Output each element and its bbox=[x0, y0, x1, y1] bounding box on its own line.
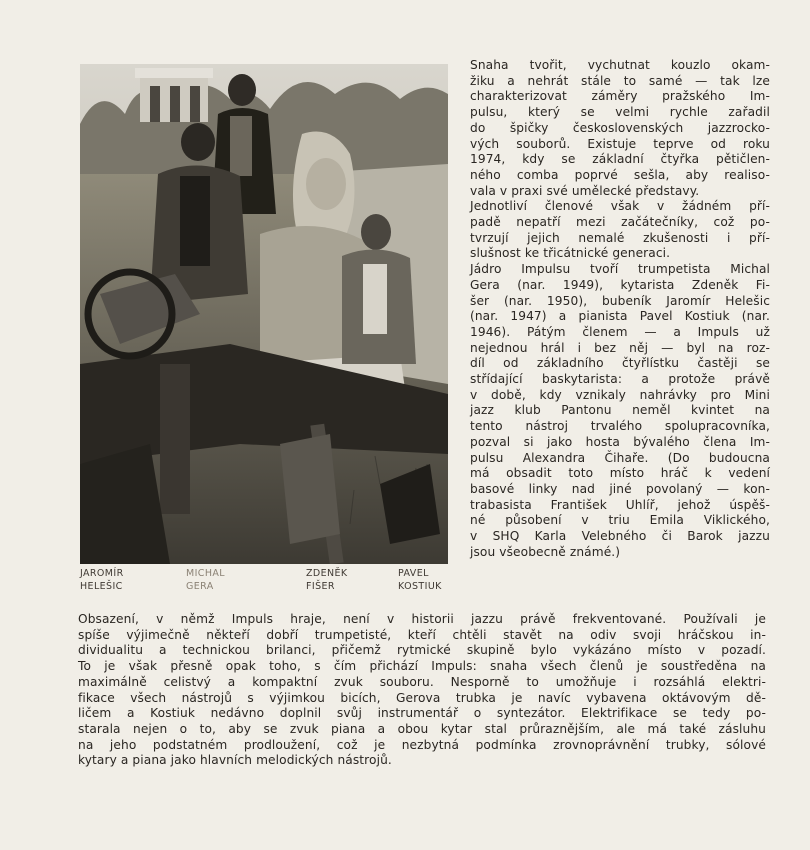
text-line: nejednou hrál i bez něj — byl na roz- bbox=[470, 340, 770, 355]
text-line: jazz klub Pantonu neměl kvintet na bbox=[470, 403, 770, 418]
text-line: padě nepatří mezi začátečníky, což po- bbox=[470, 215, 770, 230]
text-line: Jádro Impulsu tvoří trumpetista Michal bbox=[470, 262, 770, 277]
text-line: pulsu Alexandra Čihaře. (Do budoucna bbox=[470, 450, 770, 465]
text-line: v době, kdy vznikaly nahrávky pro Mini bbox=[470, 387, 770, 402]
text-line: dividualitu a technickou brilanci, přičemž rytmické skupině bylo vykázáno místo v pozadí. bbox=[78, 643, 766, 658]
caption-zdenek-fiser bbox=[306, 567, 348, 593]
text-line: maximálně celistvý a kompaktní zvuk souboru. Nesporně to umožňuje i rozsáhlá elektri- bbox=[78, 674, 766, 689]
text-line: starala nejen o to, aby se zvuk piana a obou kytar stal průraznějším, ale má také zásluhu bbox=[78, 721, 766, 736]
text-line: fikace všech nástrojů s výjimkou bicích, Gerova trubka je navíc vybavena oktávovým dě- bbox=[78, 690, 766, 705]
text-line: To je však přesně opak toho, s čím přichází Impuls: snaha všech členů je soustředěna na bbox=[78, 659, 766, 674]
caption-first-name: JAROMÍR bbox=[80, 568, 124, 579]
caption-last-name: FIŠER bbox=[306, 581, 335, 592]
text-line: Snaha tvořit, vychutnat kouzlo okam- bbox=[470, 58, 770, 72]
text-line: kytary a piana jako hlavních melodických nástrojů. bbox=[78, 753, 392, 768]
text-line: žiku a nehrát stále to samé — tak lze bbox=[470, 73, 770, 88]
caption-first-name: ZDENĚK bbox=[306, 568, 348, 579]
text-line: slušnost ke třicátnické generaci. bbox=[470, 246, 671, 261]
text-line: pozval si jako hosta bývalého člena Im- bbox=[470, 434, 770, 449]
text-line: 1974, kdy se základní čtyřka pětičlen- bbox=[470, 152, 770, 167]
text-line: trabasista František Uhlíř, jehož úspěš- bbox=[470, 497, 770, 512]
text-line: tento nástroj trvalého spolupracovníka, bbox=[470, 419, 770, 434]
caption-first-name: PAVEL bbox=[398, 568, 429, 579]
text-line: spíše výjimečně někteří dobří trumpetisté, kteří chtěli stavět na odiv svoji hráčskou in- bbox=[78, 627, 766, 642]
band-photo bbox=[80, 64, 448, 564]
text-line: vala v praxi své umělecké představy. bbox=[470, 183, 700, 198]
text-line: pulsu, který se velmi rychle zařadil bbox=[470, 105, 770, 120]
text-line: Jednotliví členové však v žádném pří- bbox=[470, 199, 770, 214]
text-line: v SHQ Karla Velebného či Barok jazzu bbox=[470, 529, 770, 544]
text-line: má obsadit toto místo hráč k vedení bbox=[470, 466, 770, 481]
text-line: šer (nar. 1950), bubeník Jaromír Helešic bbox=[470, 293, 770, 308]
text-line: na jeho podstatném prodloužení, což je nezbytná podmínka zrovnoprávnění trubky, sólové bbox=[78, 737, 766, 752]
text-line: né působení v triu Emila Viklického, bbox=[470, 513, 770, 528]
text-line: (nar. 1947) a pianista Pavel Kostiuk (nar. bbox=[470, 309, 770, 324]
caption-pavel-kostiuk bbox=[398, 567, 442, 593]
bottom-paragraph bbox=[78, 612, 766, 769]
text-line: charakterizovat záměry pražského Im- bbox=[470, 89, 770, 104]
caption-michal-gera bbox=[186, 567, 225, 593]
text-line: vých souborů. Existuje teprve od roku bbox=[470, 136, 770, 151]
text-line: jsou všeobecně známé.) bbox=[470, 544, 621, 559]
text-line: díl od základního čtyřlístku častěji se bbox=[470, 356, 770, 371]
text-line: střídající baskytarista: a protože právě bbox=[470, 372, 770, 387]
text-line: basové linky nad jiné povolaný — kon- bbox=[470, 481, 770, 496]
caption-last-name: HELEŠIC bbox=[80, 581, 123, 592]
caption-first-name: MICHAL bbox=[186, 568, 225, 579]
text-line: Obsazení, v němž Impuls hraje, není v historii jazzu právě frekventované. Používali je bbox=[78, 612, 766, 626]
text-line: 1946). Pátým členem — a Impuls už bbox=[470, 324, 770, 339]
text-line: ného comba poprvé sešla, aby realiso- bbox=[470, 167, 770, 182]
caption-last-name: KOSTIUK bbox=[398, 581, 442, 592]
caption-jaromir-helesic bbox=[80, 567, 124, 593]
right-column-text bbox=[470, 58, 770, 561]
text-line: ličem a Kostiuk nedávno doplnil svůj instrumentář o syntezátor. Elektrifikace se tedy po- bbox=[78, 706, 766, 721]
photo-captions bbox=[80, 567, 452, 597]
text-line: do špičky československých jazzrocko- bbox=[470, 120, 770, 135]
band-photo-image bbox=[80, 64, 448, 564]
text-line: Gera (nar. 1949), kytarista Zdeněk Fi- bbox=[470, 277, 770, 292]
caption-last-name: GERA bbox=[186, 581, 214, 592]
text-line: tvrzují jejich nemalé zkušenosti i pří- bbox=[470, 230, 770, 245]
